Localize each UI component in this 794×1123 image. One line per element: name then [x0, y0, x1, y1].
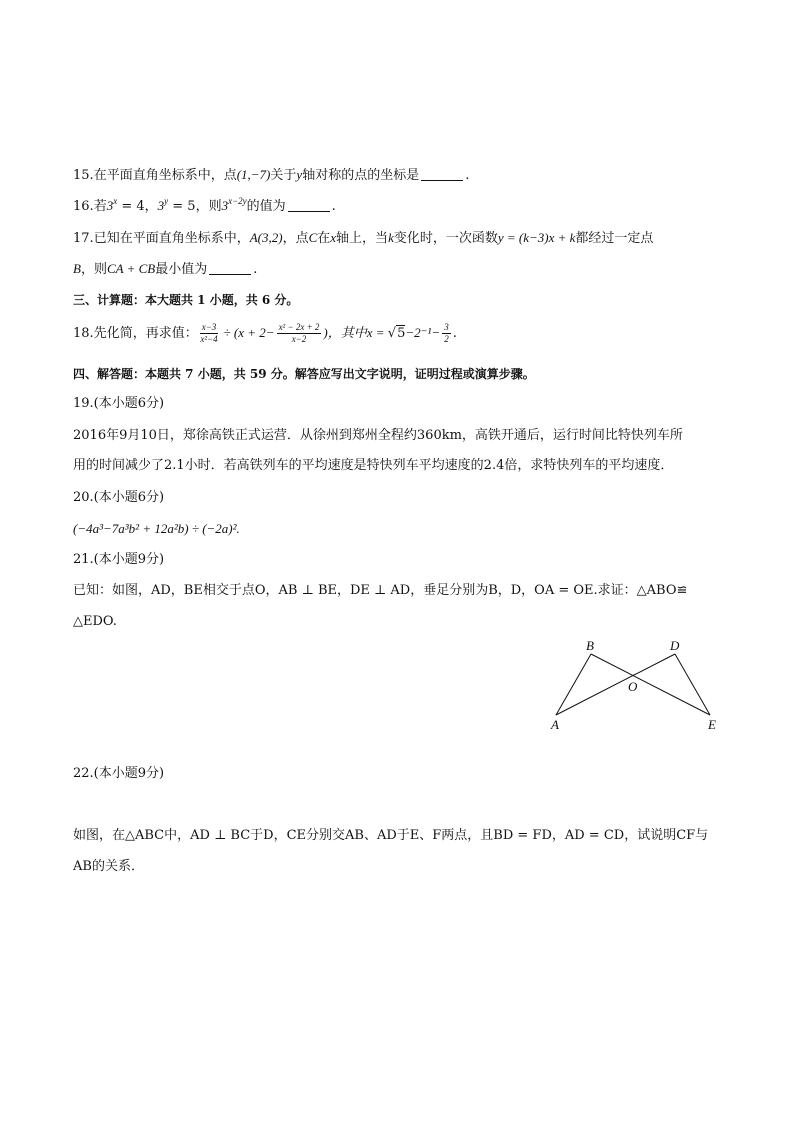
q15-text: 关于 [270, 168, 297, 183]
question-21-header: 21.(本小题9分) [73, 552, 165, 567]
denominator: x²−4 [200, 334, 218, 344]
question-19-header: 19.(本小题6分) [73, 396, 165, 411]
sqrt-symbol: √ [387, 326, 397, 341]
q17-text: 已知在平面直角坐标系中， [93, 231, 250, 246]
answer-blank[interactable] [209, 262, 251, 275]
question-number: 18. [73, 326, 94, 341]
y-variable: y [296, 167, 303, 182]
point-coordinate: (1,−7) [236, 167, 271, 182]
period: . [331, 199, 336, 214]
power-base: 3 [106, 198, 114, 213]
q17-text: ，点 [282, 231, 309, 246]
geometry-figure [546, 635, 726, 735]
question-17-line-1 [73, 230, 653, 247]
q15-text: 轴对称的点的坐标是 [302, 168, 420, 183]
label-B: B [586, 638, 594, 653]
x-variable: x [330, 230, 337, 245]
question-17-line-2 [73, 261, 257, 278]
denominator: 2 [444, 334, 449, 344]
fraction [200, 322, 219, 345]
q16-text: 的值为 [246, 199, 286, 214]
x-equals: x = [366, 325, 388, 340]
question-number: 16. [73, 199, 94, 214]
linear-function: y = (k−3)x + k [497, 230, 576, 245]
question-22-header: 22.(本小题9分) [73, 766, 165, 781]
numerator: 3 [444, 322, 449, 332]
question-15 [73, 167, 469, 184]
question-19-line-2: 用的时间减少了2.1小时．若高铁列车的平均速度是特快列车平均速度的2.4倍，求特快列车的平均速度． [73, 458, 674, 473]
question-22-line-2: AB的关系． [73, 859, 144, 874]
sqrt-radicand: 5 [397, 326, 406, 341]
expression: −2⁻¹− [405, 325, 441, 340]
label-E: E [708, 717, 716, 732]
distance-expression: CA + CB [106, 261, 156, 276]
period: . [465, 168, 470, 183]
point-C: C [308, 230, 318, 245]
q17-text: 变化时，一次函数 [393, 231, 498, 246]
power-base: 3 [221, 198, 229, 213]
question-16 [73, 198, 336, 215]
numerator: x−3 [201, 322, 217, 332]
power-exponent: x−2y [228, 196, 247, 206]
power-base: 3 [157, 198, 165, 213]
fraction [277, 322, 322, 345]
question-22-line-1: 如图，在△ABC中，AD ⊥ BC于D，CE分别交AB、AD于E、F两点，且BD = FD，AD = CD，试说明CF与 [73, 828, 709, 843]
answer-blank[interactable] [288, 199, 330, 212]
question-number: 15. [73, 168, 94, 183]
point-B: B [73, 261, 81, 276]
operator: ÷ (x + 2− [220, 325, 275, 340]
denominator: x−2 [291, 334, 307, 344]
q16-text: 若 [93, 199, 107, 214]
numerator: x² − 2x + 2 [278, 322, 320, 332]
question-20-header: 20.(本小题6分) [73, 490, 165, 505]
q16-text: = 4， [117, 199, 158, 214]
question-20-expression: (−4a³−7a³b² + 12a²b) ÷ (−2a)². [73, 521, 240, 536]
q17-text: 在 [317, 231, 331, 246]
q15-text: 在平面直角坐标系中，点 [93, 168, 237, 183]
power-exponent: x [113, 196, 118, 206]
question-number: 17. [73, 231, 94, 246]
period: . [253, 262, 258, 277]
question-21-line-2: △EDO. [73, 614, 117, 629]
label-O: O [628, 679, 638, 694]
q17-text: 最小值为 [155, 262, 208, 277]
answer-blank[interactable] [421, 168, 463, 181]
q16-text: = 5，则 [168, 199, 222, 214]
point-A: A(3,2) [249, 230, 283, 245]
fraction [442, 322, 451, 345]
question-18 [73, 320, 457, 347]
question-21-line-1: 已知：如图，AD，BE相交于点O，AB ⊥ BE，DE ⊥ AD，垂足分别为B，D，OA = OE.求证：△ABO≌ [73, 583, 688, 598]
power-exponent: y [164, 196, 169, 206]
label-D: D [670, 638, 680, 653]
q18-text: 先化简，再求值： [93, 326, 198, 341]
question-19-line-1: 2016年9月10日，郑徐高铁正式运营．从徐州到郑州全程约360km，高铁开通后，运行时间比特快列车所 [73, 428, 683, 443]
k-variable: k [388, 230, 394, 245]
label-A: A [551, 717, 559, 732]
q17-text: ，则 [80, 262, 107, 277]
period: . [452, 326, 457, 341]
section-3-heading: 三、计算题：本大题共 1 小题，共 6 分。 [73, 293, 299, 307]
section-4-heading: 四、解答题：本题共 7 小题，共 59 分。解答应写出文字说明，证明过程或演算步骤。 [73, 367, 535, 381]
q17-text: 轴上，当 [336, 231, 389, 246]
q18-text: )，其中 [323, 325, 367, 340]
q17-text: 都经过一定点 [575, 231, 654, 246]
